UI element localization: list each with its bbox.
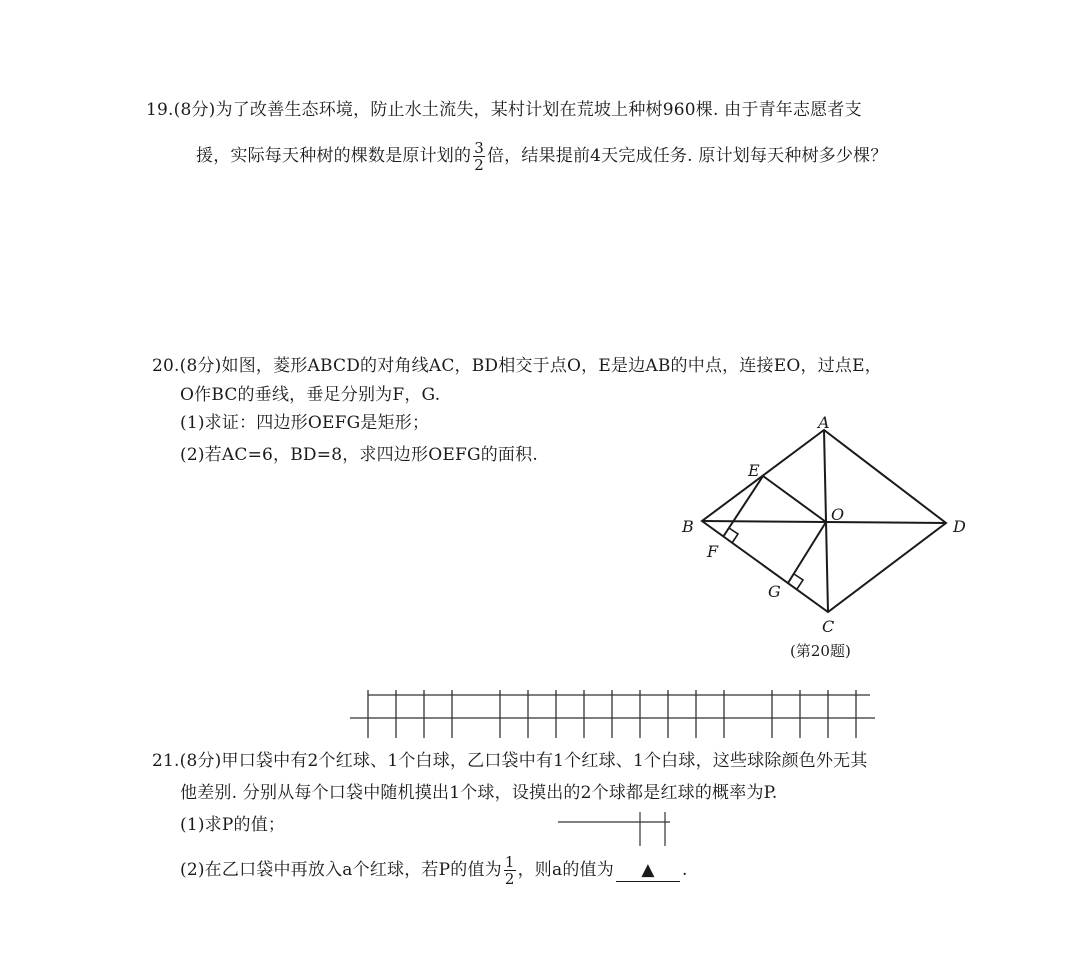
label-o: O — [831, 505, 845, 524]
q21-text-end: . — [681, 860, 688, 880]
rhombus-figure — [660, 400, 1000, 670]
q21-fraction-denominator: 2 — [504, 870, 515, 888]
q21-fraction — [504, 854, 516, 887]
q20-line-2: O作BC的垂线，垂足分别为F，G. — [180, 385, 441, 405]
label-f: F — [707, 542, 719, 561]
label-d: D — [953, 517, 966, 536]
q20-part-1: (1)求证：四边形OEFG是矩形； — [180, 413, 430, 433]
grid-artifact-bottom — [540, 812, 680, 846]
q20-part-2: (2)若AC=6，BD=8，求四边形OEFG的面积. — [180, 445, 538, 465]
q21-part-2 — [180, 854, 688, 887]
q19-fraction-numerator: 3 — [474, 139, 484, 157]
label-a: A — [818, 413, 830, 432]
label-b: B — [682, 517, 694, 536]
q19-text-after-fraction: 倍，结果提前4天完成任务. 原计划每天种树多少棵？ — [486, 146, 888, 166]
q21-text-before-fraction: (2)在乙口袋中再放入a个红球，若P的值为 — [180, 860, 502, 880]
q19-line-2 — [196, 140, 888, 173]
segment-ef — [723, 476, 763, 537]
q21-part-1: (1)求P的值； — [180, 815, 286, 835]
figure-caption: (第20题) — [790, 642, 851, 660]
q19-fraction — [473, 140, 485, 173]
q19-text-before-fraction: 援，实际每天种树的棵数是原计划的 — [196, 146, 472, 166]
right-angle-mark-g — [794, 574, 803, 589]
label-e: E — [748, 461, 760, 480]
q21-line-2: 他差别. 分别从每个口袋中随机摸出1个球，设摸出的2个球都是红球的概率为P. — [180, 783, 778, 803]
label-g: G — [768, 582, 781, 601]
q21-fraction-numerator: 1 — [504, 853, 515, 871]
answer-blank: ▲ — [616, 859, 680, 882]
segment-eo — [763, 476, 826, 522]
grid-artifact-top — [340, 690, 880, 740]
q21-line-1: 21.(8分)甲口袋中有2个红球、1个白球，乙口袋中有1个红球、1个白球，这些球除颜色外无其 — [152, 751, 868, 771]
q20-line-1: 20.(8分)如图，菱形ABCD的对角线AC，BD相交于点O，E是边AB的中点，连接EO，过点E， — [152, 356, 882, 376]
segment-og — [788, 522, 826, 583]
q21-text-middle: ，则a的值为 — [517, 860, 614, 880]
q19-fraction-denominator: 2 — [474, 156, 484, 174]
q19-line-1: 19.(8分)为了改善生态环境，防止水土流失，某村计划在荒坡上种树960棵. 由于青年志愿者支 — [146, 100, 862, 120]
label-c: C — [822, 617, 835, 636]
